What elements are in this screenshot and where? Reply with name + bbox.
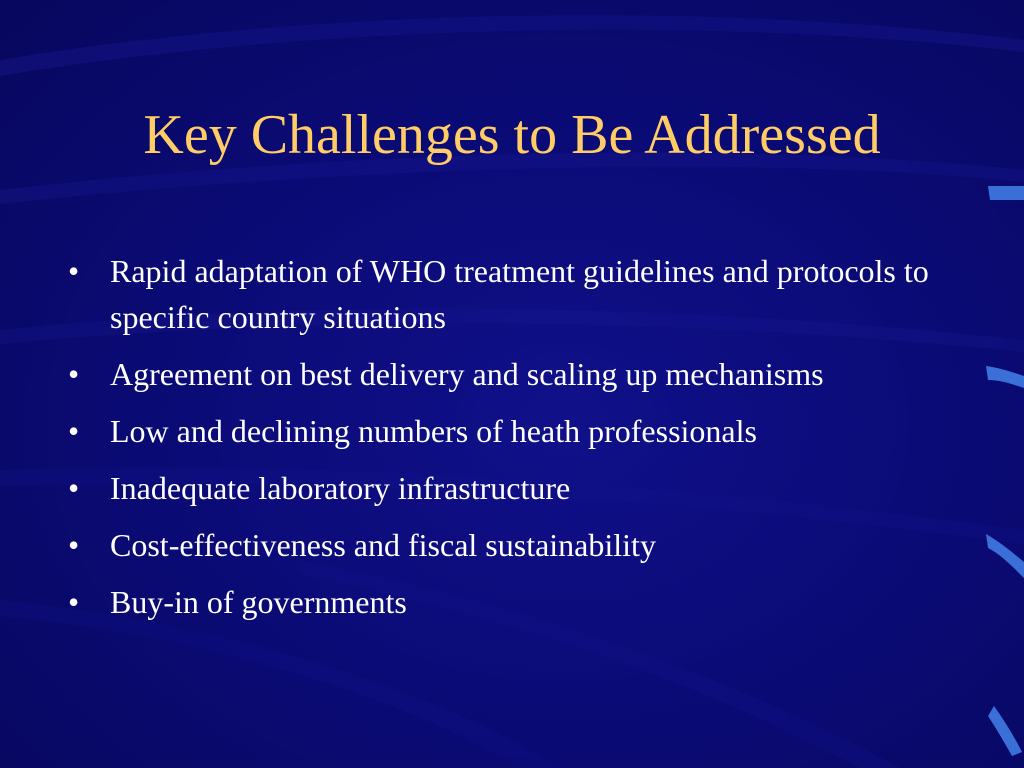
bullet-text: Inadequate laboratory infrastructure [110, 470, 571, 506]
accent-stroke [988, 186, 1024, 200]
list-item [68, 408, 948, 454]
bullet-icon: • [68, 470, 80, 506]
bullet-icon: • [68, 253, 80, 289]
list-item [68, 351, 948, 397]
list-item [68, 579, 948, 625]
accent-stroke [986, 366, 1024, 388]
swoosh-band [0, 15, 1024, 76]
list-item [68, 465, 948, 511]
bullet-text: Agreement on best delivery and scaling up mechanisms [110, 356, 824, 392]
bullet-icon: • [68, 527, 80, 563]
bullet-text: Buy-in of governments [110, 584, 407, 620]
slide-title: Key Challenges to Be Addressed [143, 104, 881, 166]
bullet-icon: • [68, 584, 80, 620]
list-item [68, 248, 948, 340]
accent-stroke [988, 706, 1022, 756]
bullet-text: Rapid adaptation of WHO treatment guidelines and protocols to specific country situations [110, 253, 929, 335]
bullet-icon: • [68, 413, 80, 449]
list-item [68, 522, 948, 568]
bullet-list [68, 248, 948, 636]
bullet-icon: • [68, 356, 80, 392]
bullet-text: Low and declining numbers of heath professionals [110, 413, 757, 449]
bullet-text: Cost-effectiveness and fiscal sustainability [110, 527, 656, 563]
